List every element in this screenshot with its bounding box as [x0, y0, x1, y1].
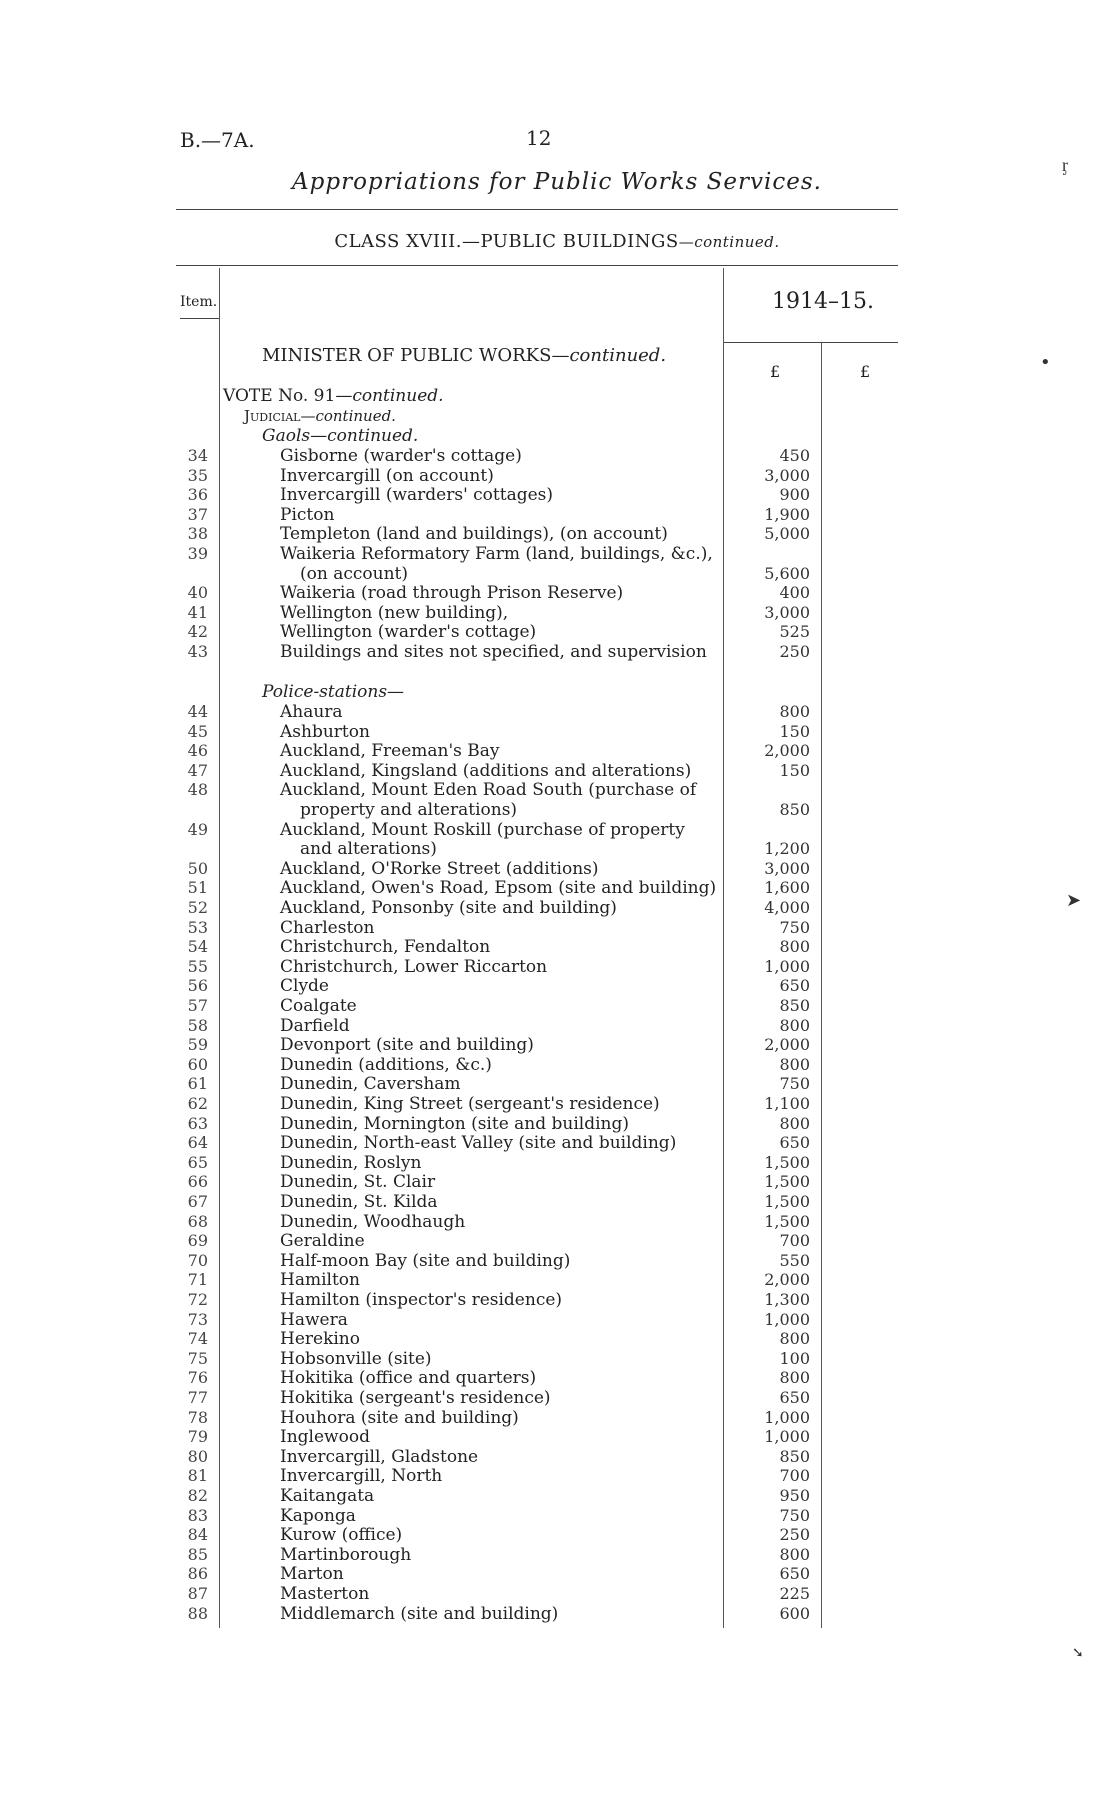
- item-amount: 800: [779, 1113, 810, 1133]
- item-number: 81: [187, 1466, 208, 1486]
- item-amount: 750: [779, 1505, 810, 1525]
- item-amount: 800: [779, 937, 810, 957]
- item-description: Ahaura: [280, 702, 343, 722]
- item-number: 80: [187, 1446, 208, 1466]
- item-description: Dunedin (additions, &c.): [280, 1054, 492, 1075]
- section-heading: MINISTER OF PUBLIC WORKS—continued.: [262, 345, 667, 366]
- item-number: 84: [187, 1525, 208, 1545]
- item-description: Auckland, Mount Roskill (purchase of property: [280, 819, 685, 840]
- item-description: Invercargill, Gladstone: [280, 1446, 479, 1467]
- item-amount: 1,000: [764, 1407, 810, 1427]
- item-amount: 900: [779, 485, 810, 505]
- item-amount: 3,000: [764, 858, 810, 878]
- item-description: Dunedin, St. Clair: [280, 1172, 436, 1193]
- item-description: Houhora (site and building): [280, 1407, 519, 1428]
- item-description: (on account): [300, 563, 408, 584]
- item-number: 53: [187, 917, 208, 937]
- item-description: Clyde: [280, 976, 329, 997]
- document-reference: B.—7A.: [180, 128, 255, 152]
- item-number: 60: [187, 1054, 208, 1074]
- item-amount: 3,000: [764, 465, 810, 485]
- item-description: Waikeria Reformatory Farm (land, buildings, &c.),: [280, 544, 713, 564]
- item-number: 73: [187, 1309, 208, 1329]
- item-header-underline: [180, 318, 220, 319]
- item-amount: 525: [779, 622, 810, 642]
- item-amount: 400: [779, 583, 810, 603]
- item-number: 43: [187, 642, 208, 661]
- vote-heading: VOTE No. 91—continued.: [223, 386, 444, 406]
- title-rule: [176, 209, 898, 210]
- margin-mark: ➤: [1066, 890, 1082, 911]
- margin-mark: ᶉ: [1062, 155, 1068, 176]
- item-description: Geraldine: [280, 1231, 365, 1252]
- item-description: Dunedin, Mornington (site and building): [280, 1113, 630, 1134]
- item-number: 66: [187, 1172, 208, 1192]
- item-amount: 2,000: [764, 1270, 810, 1290]
- item-amount: 950: [779, 1486, 810, 1505]
- judicial-heading: Judicial—continued.: [244, 407, 396, 425]
- item-amount: 2,000: [764, 1035, 810, 1055]
- item-description: Invercargill (warders' cottages): [280, 485, 554, 506]
- item-description: Masterton: [280, 1584, 370, 1604]
- item-number: 39: [187, 544, 208, 563]
- item-description: Hawera: [280, 1309, 348, 1330]
- pound-column-2-header: £: [860, 362, 871, 381]
- item-number: 38: [187, 524, 208, 544]
- item-description: Picton: [280, 504, 335, 525]
- item-number: 35: [187, 465, 208, 485]
- item-description: Hamilton (inspector's residence): [280, 1290, 563, 1310]
- item-number: 56: [187, 976, 208, 996]
- description-column-divider: [723, 268, 724, 1628]
- item-amount: 2,000: [764, 741, 810, 761]
- item-amount: 700: [779, 1466, 810, 1486]
- item-number: 51: [187, 878, 208, 898]
- item-description: Coalgate: [280, 996, 357, 1016]
- item-number: 52: [187, 898, 208, 917]
- item-number: 68: [187, 1211, 208, 1231]
- item-description: Wellington (warder's cottage): [280, 622, 537, 643]
- item-description: Christchurch, Fendalton: [280, 937, 491, 958]
- item-amount: 1,500: [764, 1192, 810, 1211]
- item-number: 48: [187, 780, 208, 800]
- item-number: 78: [187, 1407, 208, 1427]
- item-description: Wellington (new building),: [280, 602, 509, 623]
- margin-mark: ➘: [1072, 1645, 1084, 1661]
- item-amount: 250: [779, 642, 810, 661]
- item-amount: 1,200: [764, 839, 810, 859]
- item-amount: 1,600: [764, 878, 810, 898]
- item-number: 37: [187, 504, 208, 524]
- item-amount: 100: [779, 1348, 810, 1368]
- item-description: Auckland, Kingsland (additions and alterations): [280, 760, 692, 781]
- item-amount: 650: [779, 1133, 810, 1153]
- item-amount: 800: [779, 1015, 810, 1035]
- item-amount: 650: [779, 1388, 810, 1407]
- item-amount: 1,500: [764, 1172, 810, 1192]
- margin-dot: •: [1040, 352, 1051, 373]
- item-amount: 550: [779, 1250, 810, 1270]
- item-number: 63: [187, 1113, 208, 1133]
- item-description: Invercargill, North: [280, 1466, 443, 1487]
- item-number: 77: [187, 1388, 208, 1407]
- item-description: Invercargill (on account): [280, 465, 494, 486]
- item-description: Dunedin, King Street (sergeant's residence): [280, 1094, 660, 1114]
- item-number: 40: [187, 583, 208, 603]
- item-number: 70: [187, 1250, 208, 1270]
- item-number: 76: [187, 1368, 208, 1388]
- item-number: 58: [187, 1015, 208, 1035]
- item-amount: 800: [779, 1544, 810, 1564]
- page-title: Appropriations for Public Works Services.: [292, 169, 822, 195]
- item-description: Martinborough: [280, 1544, 412, 1565]
- item-description: Middlemarch (site and building): [280, 1603, 559, 1624]
- item-amount: 650: [779, 976, 810, 996]
- item-description: Dunedin, Caversham: [280, 1074, 461, 1095]
- item-amount: 700: [779, 1231, 810, 1251]
- item-amount: 650: [779, 1564, 810, 1584]
- item-number: 36: [187, 485, 208, 505]
- item-number: 49: [187, 819, 208, 839]
- item-description: Hokitika (office and quarters): [280, 1368, 537, 1389]
- item-number: 57: [187, 996, 208, 1015]
- item-number: 55: [187, 956, 208, 976]
- item-number: 86: [187, 1564, 208, 1584]
- item-description: Auckland, Ponsonby (site and building): [280, 898, 617, 918]
- item-number: 67: [187, 1192, 208, 1211]
- item-amount: 5,000: [764, 524, 810, 544]
- item-number: 83: [187, 1505, 208, 1525]
- item-amount: 225: [779, 1584, 810, 1603]
- item-description: Gisborne (warder's cottage): [280, 446, 522, 466]
- item-amount: 850: [779, 996, 810, 1015]
- item-description: Darfield: [280, 1015, 350, 1036]
- item-number: 65: [187, 1152, 208, 1172]
- item-description: Waikeria (road through Prison Reserve): [280, 583, 624, 604]
- pound-column-1-header: £: [770, 362, 781, 381]
- item-description: Dunedin, St. Kilda: [280, 1192, 438, 1212]
- item-number: 41: [187, 602, 208, 622]
- item-number: 34: [187, 446, 208, 465]
- item-amount: 800: [779, 1054, 810, 1074]
- header-rule: [176, 265, 898, 266]
- item-column-header: Item.: [180, 294, 218, 310]
- item-amount: 3,000: [764, 602, 810, 622]
- item-description: Inglewood: [280, 1427, 370, 1448]
- year-header-rule: [724, 342, 898, 343]
- item-description: Devonport (site and building): [280, 1035, 534, 1056]
- item-number: 64: [187, 1133, 208, 1153]
- item-number: 88: [187, 1603, 208, 1623]
- item-description: Christchurch, Lower Riccarton: [280, 956, 548, 977]
- item-amount: 800: [779, 1329, 810, 1349]
- item-number: 87: [187, 1584, 208, 1603]
- item-description: Charleston: [280, 917, 375, 938]
- item-description: Herekino: [280, 1329, 360, 1350]
- item-number: 72: [187, 1290, 208, 1309]
- item-number: 71: [187, 1270, 208, 1290]
- item-description: and alterations): [300, 839, 437, 860]
- item-amount: 1,000: [764, 1427, 810, 1447]
- item-description: Ashburton: [280, 721, 370, 742]
- item-amount: 1,100: [764, 1094, 810, 1113]
- item-amount: 850: [779, 800, 810, 819]
- page-number: 12: [526, 126, 552, 150]
- class-title: CLASS XVIII.—PUBLIC BUILDINGS—continued.: [334, 231, 780, 252]
- item-amount: 750: [779, 917, 810, 937]
- item-description: Marton: [280, 1564, 344, 1585]
- item-description: Kaitangata: [280, 1486, 375, 1506]
- item-amount: 750: [779, 1074, 810, 1094]
- item-amount: 1,300: [764, 1290, 810, 1309]
- year-column-header: 1914–15.: [772, 289, 874, 314]
- item-number: 45: [187, 721, 208, 741]
- item-description: Half-moon Bay (site and building): [280, 1250, 571, 1271]
- item-amount: 800: [779, 1368, 810, 1388]
- item-number: 74: [187, 1329, 208, 1349]
- item-amount: 150: [779, 760, 810, 780]
- item-number: 62: [187, 1094, 208, 1113]
- item-description: Dunedin, North-east Valley (site and building): [280, 1133, 677, 1154]
- item-description: property and alterations): [300, 800, 518, 820]
- item-description: Auckland, Owen's Road, Epsom (site and building): [280, 878, 717, 899]
- item-number: 54: [187, 937, 208, 957]
- item-description: Templeton (land and buildings), (on account): [280, 524, 668, 545]
- item-number: 46: [187, 741, 208, 761]
- item-amount: 250: [779, 1525, 810, 1545]
- amount-column-divider: [821, 342, 822, 1628]
- item-number: 44: [187, 702, 208, 721]
- gaols-heading: Gaols—continued.: [262, 426, 419, 446]
- item-description: Kaponga: [280, 1505, 356, 1526]
- item-number: 47: [187, 760, 208, 780]
- item-amount: 1,500: [764, 1211, 810, 1231]
- item-description: Hamilton: [280, 1270, 360, 1291]
- item-amount: 800: [779, 702, 810, 721]
- item-amount: 850: [779, 1446, 810, 1466]
- item-description: Hobsonville (site): [280, 1348, 432, 1369]
- police-stations-heading: Police-stations—: [262, 682, 405, 702]
- item-amount: 1,500: [764, 1152, 810, 1172]
- item-number: 69: [187, 1231, 208, 1251]
- item-number: 82: [187, 1486, 208, 1505]
- item-description: Buildings and sites not specified, and supervision: [280, 642, 707, 662]
- item-number: 50: [187, 858, 208, 878]
- item-column-divider: [219, 268, 220, 1628]
- item-description: Kurow (office): [280, 1525, 403, 1546]
- item-description: Auckland, Mount Eden Road South (purchase of: [280, 780, 697, 801]
- item-amount: 600: [779, 1603, 810, 1623]
- item-amount: 4,000: [764, 898, 810, 917]
- item-number: 59: [187, 1035, 208, 1055]
- item-description: Auckland, O'Rorke Street (additions): [280, 858, 599, 879]
- item-number: 75: [187, 1348, 208, 1368]
- item-number: 85: [187, 1544, 208, 1564]
- item-amount: 5,600: [764, 563, 810, 583]
- item-number: 79: [187, 1427, 208, 1447]
- item-amount: 1,000: [764, 1309, 810, 1329]
- item-amount: 450: [779, 446, 810, 465]
- item-description: Dunedin, Roslyn: [280, 1152, 422, 1173]
- item-number: 42: [187, 622, 208, 642]
- item-description: Hokitika (sergeant's residence): [280, 1388, 551, 1408]
- item-amount: 150: [779, 721, 810, 741]
- item-number: 61: [187, 1074, 208, 1094]
- item-description: Auckland, Freeman's Bay: [280, 741, 500, 762]
- item-amount: 1,900: [764, 504, 810, 524]
- item-amount: 1,000: [764, 956, 810, 976]
- item-description: Dunedin, Woodhaugh: [280, 1211, 466, 1232]
